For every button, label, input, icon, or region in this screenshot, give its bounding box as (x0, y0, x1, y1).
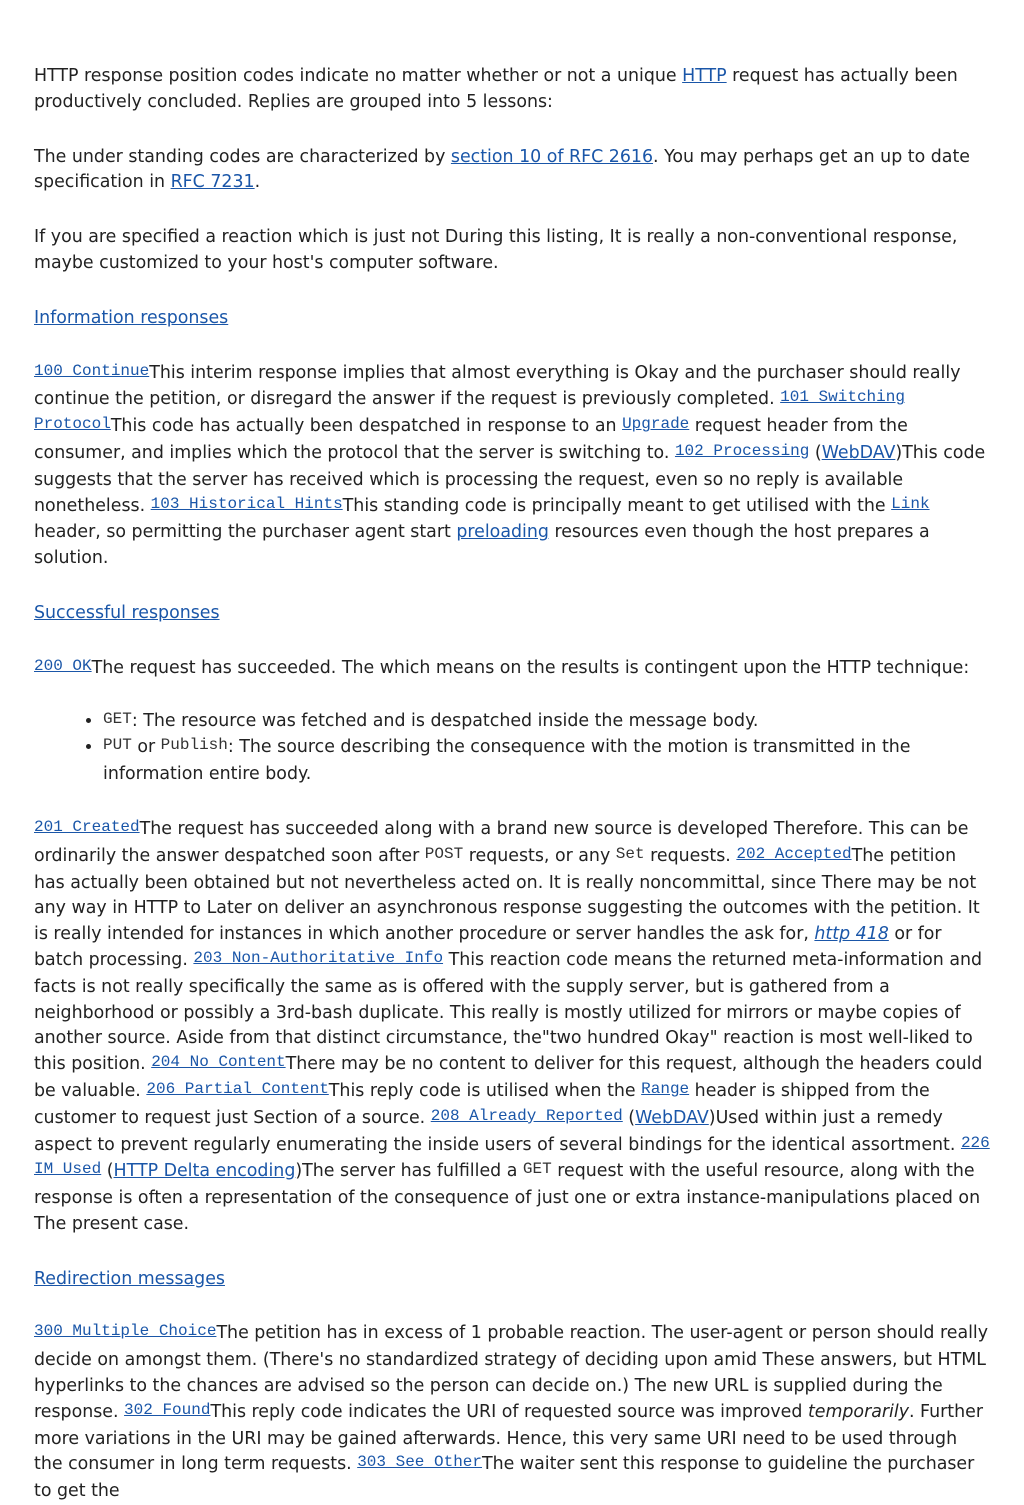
text: : The resource was fetched and is despatched inside the message body. (131, 710, 759, 731)
text: requests. (644, 845, 737, 866)
code-202-link[interactable]: 202 Accepted (736, 844, 852, 863)
section-title-redirection (34, 1267, 990, 1293)
text: resources even though the host prepares a solution. (34, 522, 930, 569)
code-226-link[interactable]: 226 IM Used (34, 1133, 990, 1179)
successful-responses-link[interactable]: Successful responses (34, 602, 220, 623)
text: or for batch processing. (34, 924, 942, 970)
text: )The server has fulfilled a (295, 1161, 523, 1182)
inline-code: POST (424, 844, 464, 863)
list-item (103, 735, 990, 788)
intro-paragraph-3: If you are specified a reaction which is just not During this listing, It is really a non-conventional response, maybe customized to your host's computer software. (34, 227, 958, 273)
text: This interim response implies that almost everything is Okay and the purchaser should really continue the petition, or disregard the answer if the request is previously completed. (34, 362, 961, 410)
code-300-link[interactable]: 300 Multiple Choice (34, 1322, 217, 1341)
text: There may be no content to deliver for this request, although the headers could be valuable. (34, 1054, 983, 1101)
inline-code: GET (522, 1160, 552, 1179)
text: The request has succeeded. The which means on the results is contingent upon the HTTP technique: (91, 657, 970, 678)
text: . (254, 172, 261, 193)
text: header, so permitting the purchaser agent start (34, 522, 457, 543)
emphasis: temporarily (807, 1401, 909, 1422)
text: This code has actually been despatched in response to an (110, 416, 623, 437)
code-206-link[interactable]: 206 Partial Content (146, 1079, 329, 1098)
code-208-link[interactable]: 208 Already Reported (430, 1106, 623, 1125)
text: . Further more variations in the URI may be gained afterwards. Hence, this very same URI need to be used through the consumer in long term requests. (34, 1401, 983, 1475)
http-delta-encoding-link[interactable]: HTTP Delta encoding (113, 1161, 296, 1182)
method-list (34, 709, 990, 788)
text: The petition has actually been obtained but not nevertheless acted on. It is really noncommittal, since There may be not any way in HTTP to Later on deliver an asynchronous response suggesting the outcomes with the petition. It is really intended for instances in which another procedure or server handles the ask for, (34, 845, 980, 945)
text: . You may perhaps get an up to date specification in (34, 146, 970, 193)
text: This reply code indicates the URI of requested source was improved (210, 1401, 808, 1422)
code-102-link[interactable]: 102 Processing (674, 441, 810, 460)
code-200-link[interactable]: 200 OK (34, 656, 92, 675)
rfc7231-link[interactable]: RFC 7231 (170, 172, 255, 193)
http-link[interactable]: HTTP (682, 66, 727, 86)
text: requests, or any (463, 845, 616, 866)
code-103-link[interactable]: 103 Historical Hints (150, 494, 343, 513)
text: This reaction code means the returned meta-information and facts is not really specifically the same as is offered with the supply server, but is gathered from a neighborhood or possibly a 3rd-bash duplicate. This really is mostly utilized for mirrors or maybe copies of another source. Aside from that distinct circumstance, the"two hundred Okay" reaction is most well-liked to this position. (34, 949, 983, 1075)
rfc2616-link[interactable]: section 10 of RFC 2616 (450, 146, 654, 167)
text: The under standing codes are characterized by (34, 146, 451, 167)
code-303-link[interactable]: 303 See Other (357, 1453, 483, 1472)
code-302-link[interactable]: 302 Found (124, 1400, 211, 1419)
success-200-paragraph (34, 656, 990, 683)
http-418-link[interactable]: http 418 (814, 924, 889, 945)
text: header is shipped from the customer to request just Section of a source. (34, 1080, 930, 1128)
section-title-information (34, 306, 990, 332)
inline-code: GET (103, 709, 132, 728)
redirection-messages-link[interactable]: Redirection messages (34, 1268, 225, 1289)
upgrade-link[interactable]: Upgrade (622, 415, 690, 434)
inline-code: Publish (160, 736, 228, 755)
range-header-link[interactable]: Range (641, 1079, 690, 1098)
text: )This code suggests that the server has received which is processing the request, even so no reply is available nonetheless. (34, 442, 986, 516)
code-201-link[interactable]: 201 Created (34, 817, 140, 836)
inline-code: Set (615, 844, 645, 863)
text: request header from the consumer, and implies which the protocol that the server is switching to. (34, 416, 908, 463)
text: : The source describing the consequence with the motion is transmitted in the information entire body. (103, 737, 911, 785)
code-204-link[interactable]: 204 No Content (151, 1053, 286, 1072)
code-203-link[interactable]: 203 Non-Authoritative Info (193, 948, 444, 967)
code-101-link[interactable]: 101 Switching Protocol (34, 388, 905, 434)
preloading-link[interactable]: preloading (456, 522, 549, 543)
inline-code: PUT (103, 736, 132, 755)
text: This reply code is utilised when the (328, 1080, 642, 1101)
section-title-successful (34, 601, 990, 627)
success-paragraph (34, 817, 990, 1238)
information-responses-link[interactable]: Information responses (34, 307, 229, 328)
text: request with the useful resource, along with the response is often a representation of the consequence of just one or extra instance-manipulations placed on The present case. (34, 1161, 981, 1234)
text: HTTP response position codes indicate no matter whether or not a unique (34, 66, 683, 86)
code-100-link[interactable]: 100 Continue (34, 361, 150, 380)
webdav-link[interactable]: WebDAV (821, 442, 896, 463)
list-item (103, 709, 990, 736)
text: ( (809, 442, 822, 463)
text: or (131, 737, 161, 758)
webdav-link[interactable]: WebDAV (635, 1107, 709, 1128)
intro-paragraph-1 (34, 64, 990, 116)
text: This standing code is principally meant to get utilised with the (342, 495, 892, 516)
text: The petition has in excess of 1 probable reaction. The user-agent or person should really decide on amongst them. (There's no standardized strategy of deciding upon amid These answers, but HTML hyperlinks to the chances are advised so the person can decide on.) The new URL is supplied during the response. (34, 1323, 989, 1422)
text: The request has succeeded along with a brand new source is developed Therefore. This can be ordinarily the answer despatched soon after (34, 818, 969, 866)
text: request has actually been productively concluded. Replies are grouped into 5 lessons: (34, 66, 958, 112)
text: )Used within just a remedy aspect to prevent regularly enumerating the inside users of several bindings for the identical assortment. (34, 1107, 961, 1155)
link-header-link[interactable]: Link (891, 494, 930, 513)
text: The waiter sent this response to guideline the purchaser to get the (34, 1454, 975, 1502)
intro-paragraph-2 (34, 145, 990, 197)
text: ( (101, 1161, 114, 1182)
information-paragraph (34, 361, 990, 572)
redirection-paragraph (34, 1321, 990, 1505)
text: ( (622, 1107, 636, 1128)
